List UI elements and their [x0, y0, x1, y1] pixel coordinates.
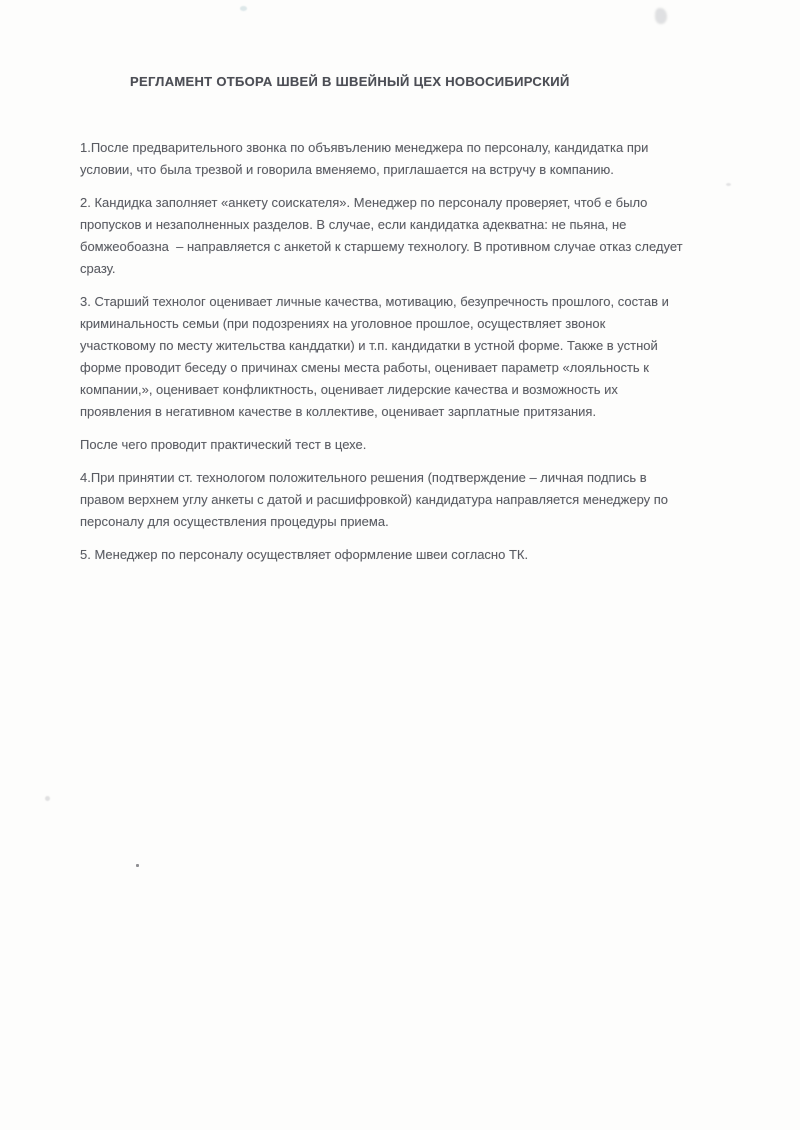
paragraph	[80, 434, 750, 456]
scan-artifact-speck	[45, 796, 50, 801]
paragraph-line: сразу.	[80, 261, 116, 276]
paragraph	[80, 291, 750, 423]
document-body	[80, 137, 750, 577]
document-title: РЕГЛАМЕНТ ОТБОРА ШВЕЙ В ШВЕЙНЫЙ ЦЕХ НОВОСИБИРСКИЙ	[130, 74, 570, 89]
paragraph-line: персоналу для осуществления процедуры приема.	[80, 514, 389, 529]
scan-artifact-speck	[240, 6, 247, 11]
paragraph	[80, 467, 750, 533]
paragraph-line: участковому по месту жительства канддатки) и т.п. кандидатки в устной форме. Также в устной	[80, 338, 658, 353]
paragraph-line: 1.После предварительного звонка по объявълению менеджера по персоналу, кандидатка при	[80, 140, 649, 155]
paragraph-line: условии, что была трезвой и говорила вменяемо, приглашается на встручу в компанию.	[80, 162, 614, 177]
paragraph-line: компании,», оценивает конфликтность, оценивает лидерские качества и возможность их	[80, 382, 618, 397]
paragraph-line: криминальность семьи (при подозрениях на уголовное прошлое, осуществляет звонок	[80, 316, 606, 331]
paragraph-line: 4.При принятии ст. технологом положительного решения (подтверждение – личная подпись в	[80, 470, 647, 485]
paragraph-line: После чего проводит практический тест в цехе.	[80, 437, 367, 452]
paragraph-line: 3. Старший технолог оценивает личные качества, мотивацию, безупречность прошлого, состав и	[80, 294, 669, 309]
paragraph-line: пропусков и незаполненных разделов. В случае, если кандидатка адекватна: не пьяна, не	[80, 217, 627, 232]
paragraph	[80, 137, 750, 181]
paragraph-line: форме проводит беседу о причинах смены места работы, оценивает параметр «лояльность к	[80, 360, 649, 375]
paragraph	[80, 544, 750, 566]
scan-artifact-speck	[655, 8, 667, 24]
paragraph-line: проявления в негативном качестве в коллективе, оценивает зарплатные притязания.	[80, 404, 597, 419]
scan-artifact-speck	[136, 864, 139, 867]
paragraph-line: бомжеобоазна – направляется с анкетой к старшему технологу. В противном случае отказ следует	[80, 239, 683, 254]
paragraph-line: 5. Менеджер по персоналу осуществляет оформление швеи согласно ТК.	[80, 547, 529, 562]
paragraph-line: правом верхнем углу анкеты с датой и расшифровкой) кандидатура направляется менеджеру по	[80, 492, 669, 507]
paragraph	[80, 192, 750, 280]
paragraph-line: 2. Кандидка заполняет «анкету соискателя». Менеджер по персоналу проверяет, чтоб е было	[80, 195, 648, 210]
